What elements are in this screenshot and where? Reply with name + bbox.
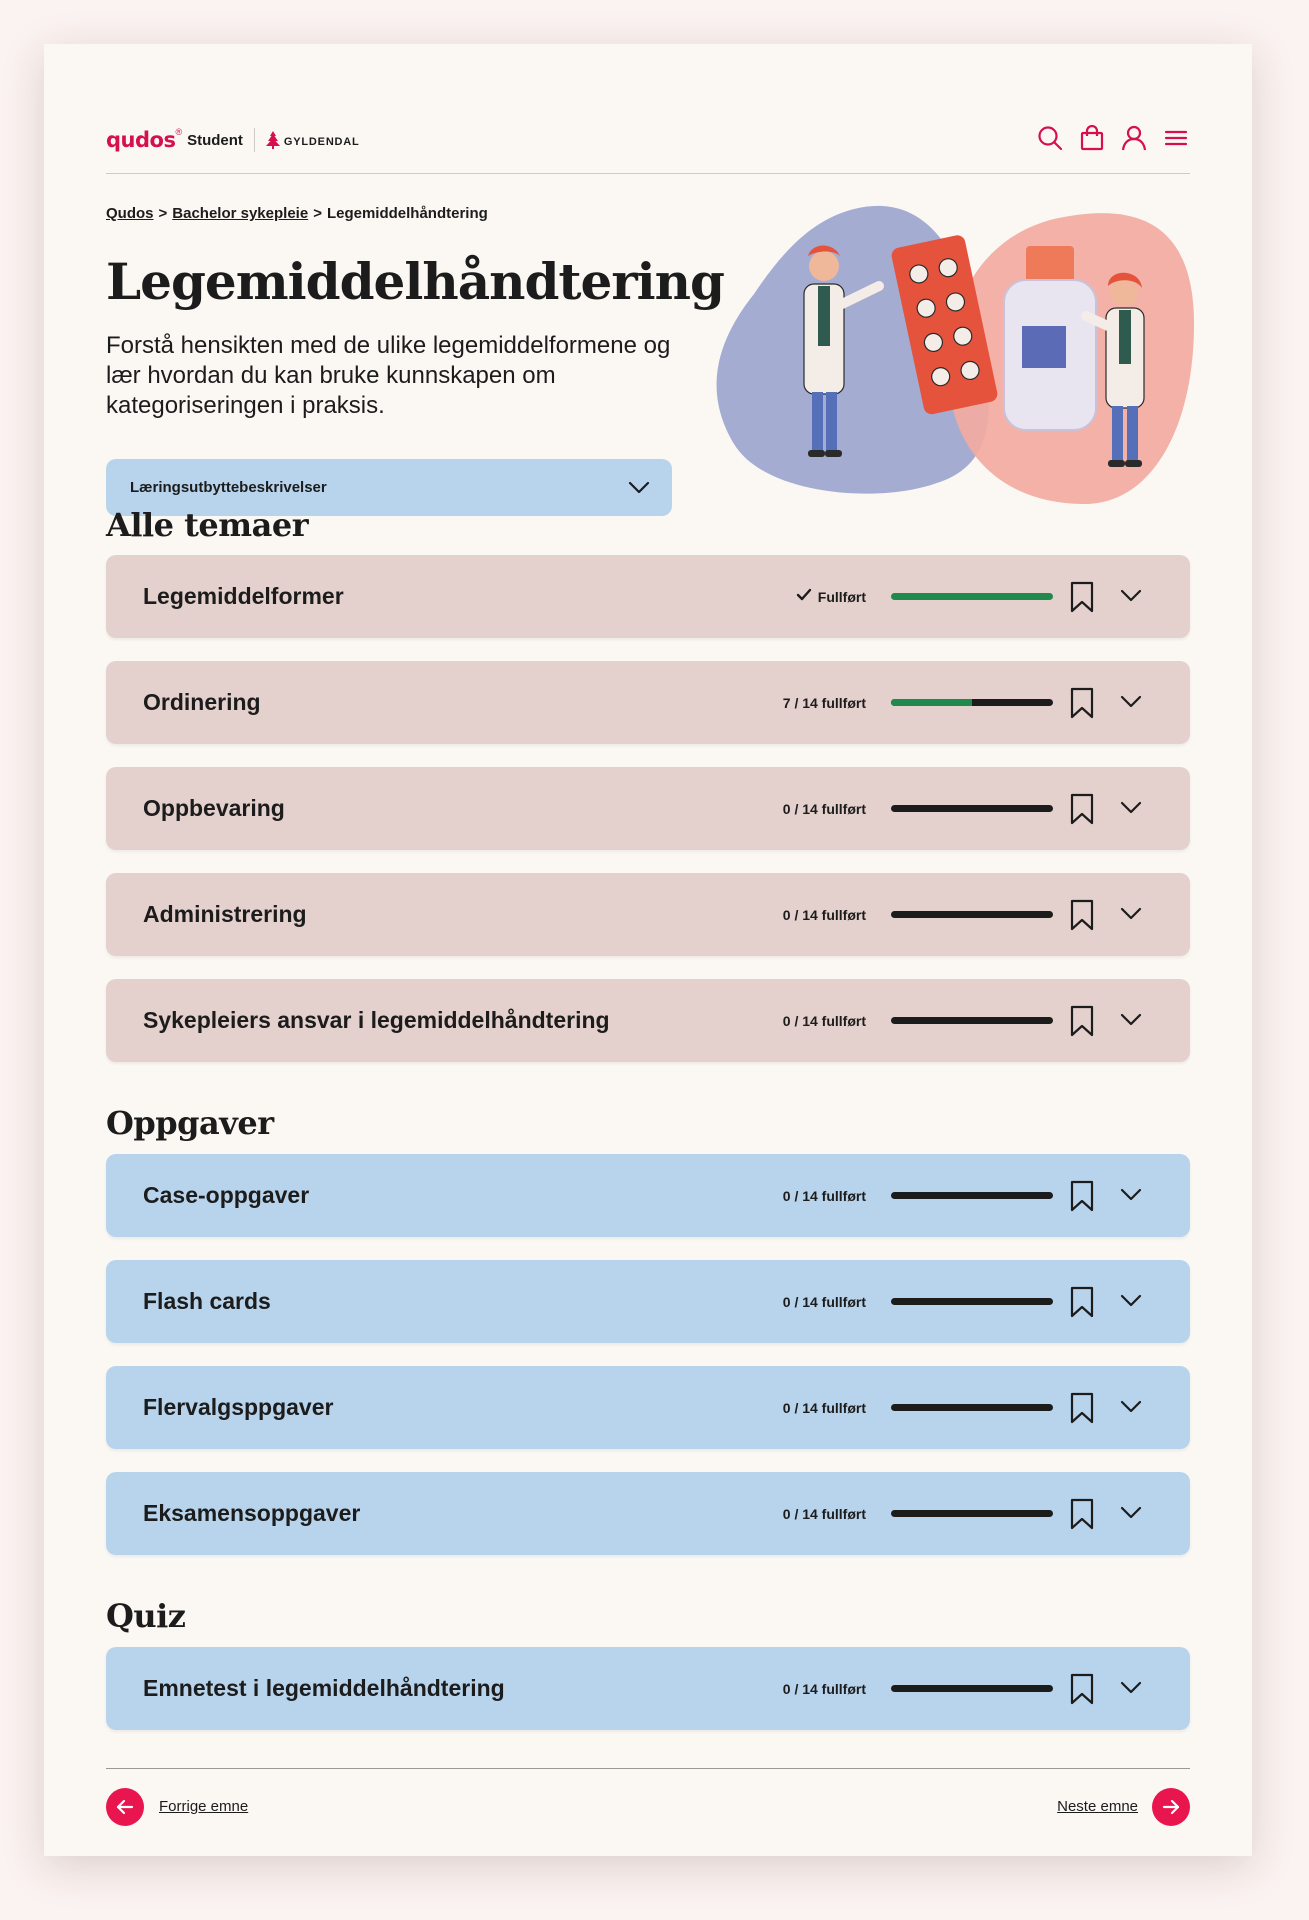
bookmark-icon[interactable] (1067, 792, 1097, 826)
section-title-themes: Alle temaer (106, 506, 309, 544)
topic-row[interactable] (106, 1366, 1190, 1449)
check-icon (796, 588, 812, 605)
progress-status-text: 0 / 14 fullført (782, 1680, 866, 1697)
topic-row[interactable] (106, 1472, 1190, 1555)
topic-row[interactable] (106, 1154, 1190, 1237)
progress-status-text: Fullført (817, 588, 866, 605)
progress-bar (891, 1298, 1053, 1305)
progress-status (783, 1154, 866, 1237)
progress-status (783, 1472, 866, 1555)
topic-label: Emnetest i legemiddelhåndtering (143, 1675, 505, 1701)
progress-status (783, 979, 866, 1062)
dropdown-label: Læringsutbyttebeskrivelser (130, 479, 327, 496)
progress-bar (891, 699, 1053, 706)
site-header (106, 84, 1190, 174)
bookmark-icon[interactable] (1067, 1391, 1097, 1425)
chevron-down-icon[interactable] (1118, 1007, 1144, 1033)
arrow-right-icon (1162, 1799, 1180, 1815)
logo-divider (254, 128, 255, 152)
search-icon[interactable] (1036, 124, 1064, 152)
progress-status-text: 0 / 14 fullført (782, 906, 866, 923)
bookmark-icon[interactable] (1067, 686, 1097, 720)
chevron-down-icon[interactable] (1118, 795, 1144, 821)
chevron-down-icon[interactable] (1118, 583, 1144, 609)
breadcrumb-separator: > (158, 205, 168, 222)
menu-icon[interactable] (1162, 124, 1190, 152)
chevron-down-icon (628, 481, 650, 495)
chevron-down-icon[interactable] (1118, 689, 1144, 715)
chevron-down-icon[interactable] (1118, 1288, 1144, 1314)
progress-status (783, 873, 866, 956)
section-title-tasks: Oppgaver (106, 1104, 274, 1142)
progress-status (796, 555, 866, 638)
topic-row[interactable] (106, 873, 1190, 956)
next-topic-link[interactable]: Neste emne (1057, 1798, 1138, 1815)
chevron-down-icon[interactable] (1118, 1182, 1144, 1208)
progress-status-text: 0 / 14 fullført (782, 1399, 866, 1416)
breadcrumb-link-bachelor[interactable]: Bachelor sykepleie (172, 205, 309, 222)
bookmark-icon[interactable] (1067, 1497, 1097, 1531)
topic-label: Eksamensoppgaver (143, 1500, 361, 1526)
topic-label: Administrering (143, 901, 307, 927)
progress-bar-fill (891, 699, 972, 706)
product-name: Student (187, 131, 243, 149)
topic-label: Legemiddelformer (143, 583, 344, 609)
bookmark-icon[interactable] (1067, 1004, 1097, 1038)
bookmark-icon[interactable] (1067, 580, 1097, 614)
progress-bar (891, 805, 1053, 812)
bookmark-icon[interactable] (1067, 1179, 1097, 1213)
progress-status-text: 0 / 14 fullført (782, 1012, 866, 1029)
shopping-bag-icon[interactable] (1078, 124, 1106, 152)
arrow-left-icon (116, 1799, 134, 1815)
previous-topic-link[interactable]: Forrige emne (159, 1798, 249, 1815)
progress-bar (891, 1017, 1053, 1024)
brand-name: qudos (106, 128, 176, 152)
topic-label: Case-oppgaver (143, 1182, 310, 1208)
topic-row[interactable] (106, 555, 1190, 638)
registered-mark: ® (175, 127, 183, 137)
tree-icon (266, 131, 280, 149)
breadcrumb-link-qudos[interactable]: Qudos (106, 205, 154, 222)
breadcrumb (106, 205, 488, 222)
bookmark-icon[interactable] (1067, 898, 1097, 932)
progress-status-text: 0 / 14 fullført (782, 1187, 866, 1204)
progress-bar (891, 1510, 1053, 1517)
progress-status (783, 1260, 866, 1343)
topic-label: Flash cards (143, 1288, 271, 1314)
breadcrumb-separator: > (313, 205, 322, 222)
page-intro: Forstå hensikten med de ulike legemiddelformene og lær hvordan du kan bruke kunnskapen om kategoriseringen i praksis. (106, 332, 671, 419)
progress-status (783, 661, 866, 744)
gyldendal-logo (266, 131, 360, 149)
progress-bar (891, 911, 1053, 918)
progress-status-text: 0 / 14 fullført (782, 1293, 866, 1310)
topic-label: Oppbevaring (143, 795, 285, 821)
footer-divider (106, 1768, 1190, 1769)
progress-bar (891, 1404, 1053, 1411)
topic-label: Sykepleiers ansvar i legemiddelhåndtering (143, 1007, 610, 1033)
progress-bar-fill (891, 593, 1053, 600)
progress-bar (891, 1192, 1053, 1199)
progress-status (783, 1647, 866, 1730)
chevron-down-icon[interactable] (1118, 1675, 1144, 1701)
page-card (44, 44, 1252, 1856)
topic-row[interactable] (106, 661, 1190, 744)
qudos-student-logo[interactable] (106, 128, 360, 152)
progress-status-text: 0 / 14 fullført (782, 800, 866, 817)
progress-status-text: 0 / 14 fullført (782, 1505, 866, 1522)
topic-row[interactable] (106, 1647, 1190, 1730)
progress-status (783, 1366, 866, 1449)
progress-status (783, 767, 866, 850)
topic-row[interactable] (106, 1260, 1190, 1343)
header-actions (1036, 124, 1190, 152)
user-icon[interactable] (1120, 124, 1148, 152)
breadcrumb-current: Legemiddelhåndtering (326, 205, 488, 222)
chevron-down-icon[interactable] (1118, 1394, 1144, 1420)
topic-label: Flervalgsppgaver (143, 1394, 334, 1420)
topic-row[interactable] (106, 979, 1190, 1062)
topic-row[interactable] (106, 767, 1190, 850)
page-title: Legemiddelhåndtering (106, 252, 724, 311)
publisher-name: GYLDENDAL (283, 135, 360, 148)
next-topic-button[interactable] (1152, 1788, 1190, 1826)
progress-bar (891, 1685, 1053, 1692)
pharmacists-illustration (704, 194, 1214, 514)
bookmark-icon[interactable] (1067, 1285, 1097, 1319)
progress-bar (891, 593, 1053, 600)
section-title-quiz: Quiz (106, 1597, 186, 1635)
topic-label: Ordinering (143, 689, 261, 715)
chevron-down-icon[interactable] (1118, 1500, 1144, 1526)
progress-status-text: 7 / 14 fullført (782, 694, 866, 711)
bookmark-icon[interactable] (1067, 1672, 1097, 1706)
previous-topic-button[interactable] (106, 1788, 144, 1826)
chevron-down-icon[interactable] (1118, 901, 1144, 927)
